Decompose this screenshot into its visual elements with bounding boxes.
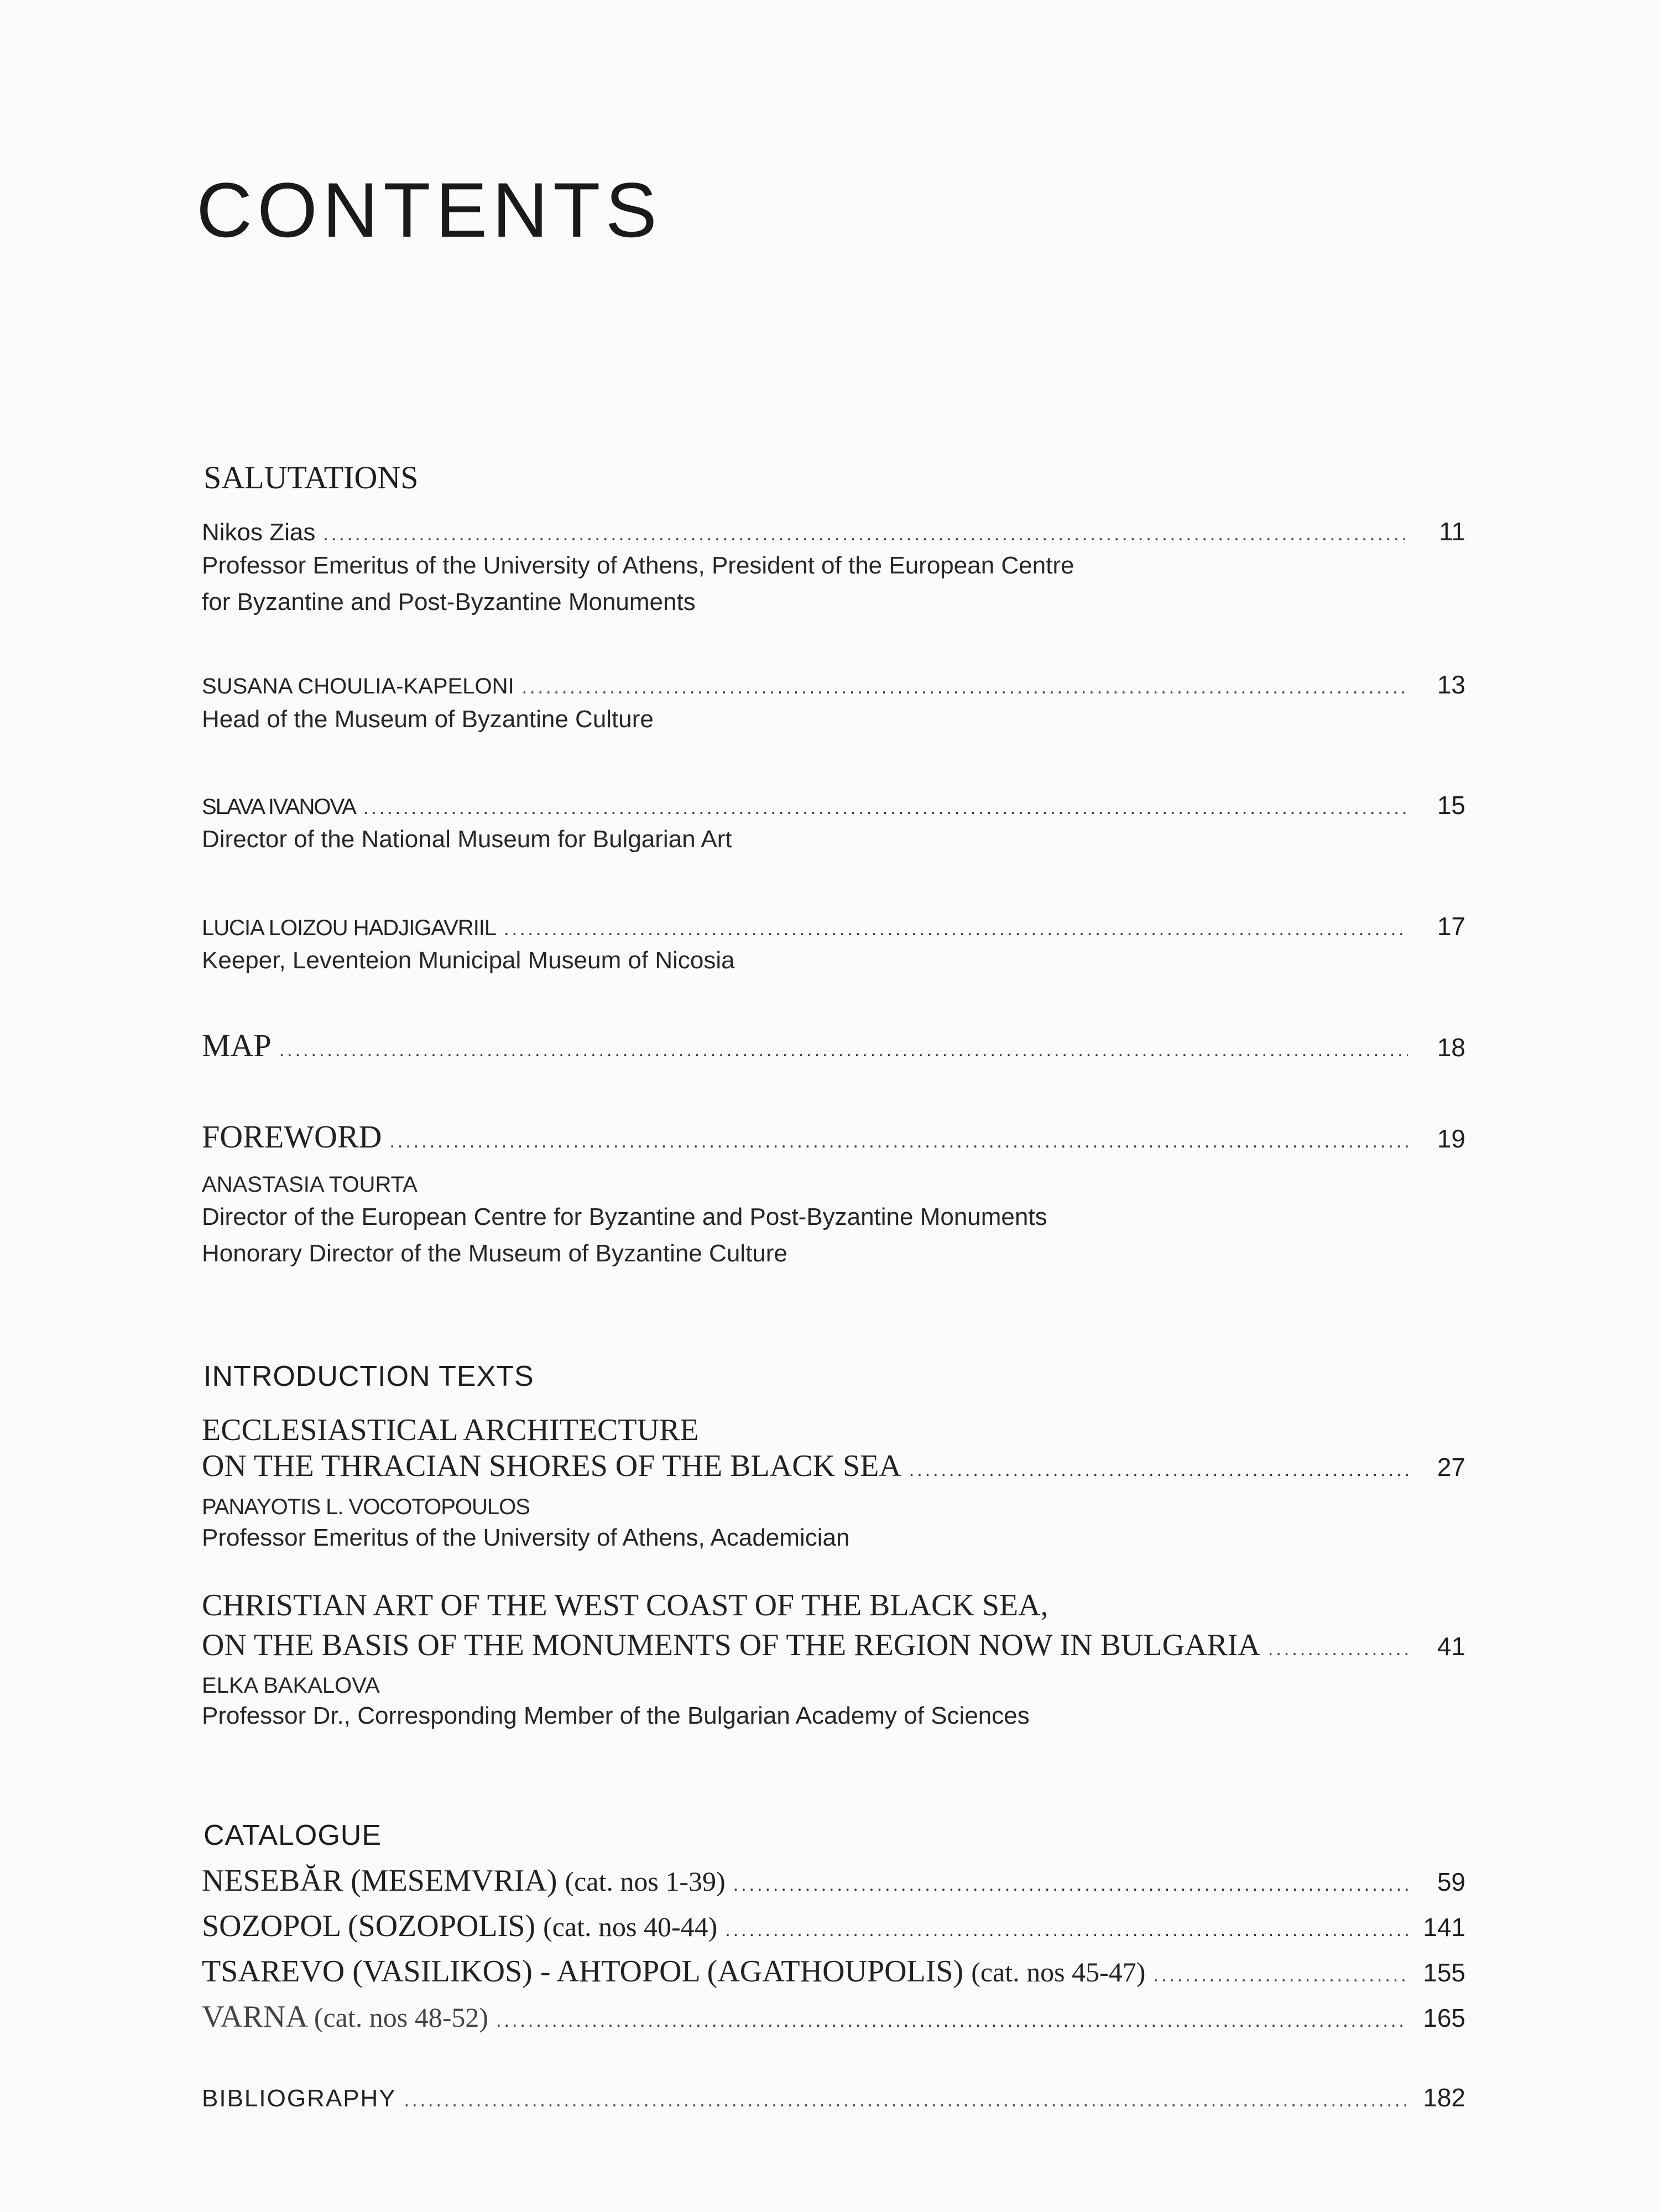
article-author: PANAYOTIS L. VOCOTOPOULOS: [202, 1495, 530, 1519]
catalogue-place: NESEBĂR (MESEMVRIA): [202, 1864, 557, 1898]
dot-leader: [725, 1921, 1408, 1939]
toc-page-number: 155: [1423, 1958, 1465, 1987]
dot-leader: [363, 799, 1408, 817]
toc-entry-description: [202, 942, 735, 979]
toc-entry-description: [202, 547, 1074, 620]
toc-entry-name: [202, 2001, 488, 2032]
dot-leader: [389, 1132, 1408, 1151]
description-line: Professor Dr., Corresponding Member of the Bulgarian Academy of Sciences: [202, 1702, 1030, 1729]
dot-leader: [733, 1875, 1408, 1894]
description-line: Professor Emeritus of the University of Athens, President of the European Centre: [202, 552, 1074, 579]
toc-page-number: 59: [1437, 1867, 1465, 1896]
toc-entry-description: [202, 1520, 849, 1556]
toc-page-number: 27: [1437, 1453, 1465, 1481]
toc-page-number: 13: [1437, 670, 1465, 699]
catalogue-numbers: (cat. nos 48-52): [314, 2002, 488, 2033]
toc-entry-foreword[interactable]: [202, 1121, 1465, 1153]
toc-entry-bibliography[interactable]: [202, 2085, 1465, 2111]
dot-leader: [1268, 1640, 1408, 1658]
catalogue-place: SOZOPOL (SOZOPOLIS): [202, 1909, 536, 1943]
description-line: Keeper, Leventeion Municipal Museum of Nicosia: [202, 947, 735, 974]
toc-entry-name: ON THE THRACIAN SHORES OF THE BLACK SEA: [202, 1449, 901, 1483]
catalogue-place: TSAREVO (VASILIKOS) - AHTOPOL (AGATHOUPOLIS): [202, 1954, 964, 1989]
toc-page-number: 182: [1423, 2083, 1465, 2112]
toc-entry-name: [202, 1956, 1145, 1987]
toc-page-number: 15: [1437, 791, 1465, 820]
toc-entry-ecclesiastical-architecture[interactable]: [202, 1451, 1465, 1481]
dot-leader: [522, 678, 1408, 697]
toc-page-number: 41: [1437, 1632, 1465, 1661]
toc-entry-name: [202, 1911, 717, 1942]
article-author: ELKA BAKALOVA: [202, 1673, 380, 1698]
toc-entry-nesebar[interactable]: [202, 1865, 1465, 1896]
catalogue-heading: CATALOGUE: [204, 1819, 382, 1851]
dot-leader: [504, 920, 1408, 938]
toc-entry-name: ON THE BASIS OF THE MONUMENTS OF THE REGION NOW IN BULGARIA: [202, 1628, 1260, 1662]
toc-entry-christian-art[interactable]: [202, 1630, 1465, 1661]
toc-entry-description: [202, 701, 654, 738]
toc-page-number: 18: [1437, 1033, 1465, 1062]
page-title: CONTENTS: [196, 166, 662, 253]
dot-leader: [279, 1041, 1408, 1060]
catalogue-numbers: (cat. nos 45-47): [971, 1957, 1146, 1987]
description-line: Honorary Director of the Museum of Byzantine Culture: [202, 1240, 787, 1267]
description-line: for Byzantine and Post-Byzantine Monuments: [202, 588, 696, 615]
toc-entry-tsarevo-ahtopol[interactable]: [202, 1956, 1465, 1987]
toc-entry-ivanova[interactable]: [202, 792, 1465, 818]
dot-leader: [1153, 1966, 1408, 1985]
description-line: Director of the European Centre for Byzantine and Post-Byzantine Monuments: [202, 1203, 1047, 1230]
dot-leader: [323, 525, 1408, 544]
toc-entry-map[interactable]: [202, 1027, 1465, 1063]
foreword-author: ANASTASIA TOURTA: [202, 1172, 418, 1197]
article-title-line: CHRISTIAN ART OF THE WEST COAST OF THE BLACK SEA,: [202, 1588, 1048, 1623]
catalogue-numbers: (cat. nos 1-39): [565, 1866, 726, 1897]
toc-entry-varna[interactable]: [202, 2001, 1465, 2032]
catalogue-place: VARNA: [202, 2000, 306, 2034]
toc-page-number: 17: [1437, 912, 1465, 941]
toc-entry-zias[interactable]: [202, 519, 1465, 545]
toc-entry-name: LUCIA LOIZOU HADJIGAVRIIL: [202, 916, 497, 940]
toc-entry-name: Nikos Zias: [202, 519, 316, 546]
toc-entry-name: FOREWORD: [202, 1119, 382, 1155]
toc-entry-choulia-kapeloni[interactable]: [202, 672, 1465, 697]
introduction-heading: INTRODUCTION TEXTS: [204, 1360, 534, 1392]
article-title-line: ECCLESIASTICAL ARCHITECTURE: [202, 1413, 699, 1447]
toc-entry-sozopol[interactable]: [202, 1911, 1465, 1942]
toc-page-number: 19: [1437, 1124, 1465, 1153]
toc-page-number: 141: [1423, 1913, 1465, 1942]
toc-entry-description: [202, 1199, 1047, 1272]
toc-entry-name: MAP: [202, 1027, 272, 1063]
toc-entry-name: SUSANA CHOULIA-KAPELONI: [202, 674, 514, 698]
toc-entry-name: BIBLIOGRAPHY: [202, 2085, 397, 2112]
dot-leader: [404, 2091, 1408, 2110]
toc-entry-name: [202, 1865, 726, 1896]
description-line: Director of the National Museum for Bulgarian Art: [202, 826, 732, 853]
toc-page-number: 165: [1423, 2004, 1465, 2032]
toc-entry-description: [202, 1698, 1030, 1734]
toc-entry-loizou-hadjigavriil[interactable]: [202, 914, 1465, 939]
catalogue-numbers: (cat. nos 40-44): [543, 1911, 718, 1942]
salutations-heading: SALUTATIONS: [204, 460, 419, 495]
description-line: Head of the Museum of Byzantine Culture: [202, 706, 654, 733]
toc-entry-name: SLAVA IVANOVA: [202, 795, 356, 819]
dot-leader: [496, 2011, 1408, 2030]
toc-entry-description: [202, 821, 732, 858]
dot-leader: [909, 1460, 1408, 1479]
description-line: Professor Emeritus of the University of Athens, Academician: [202, 1524, 850, 1551]
toc-page-number: 11: [1439, 517, 1465, 546]
